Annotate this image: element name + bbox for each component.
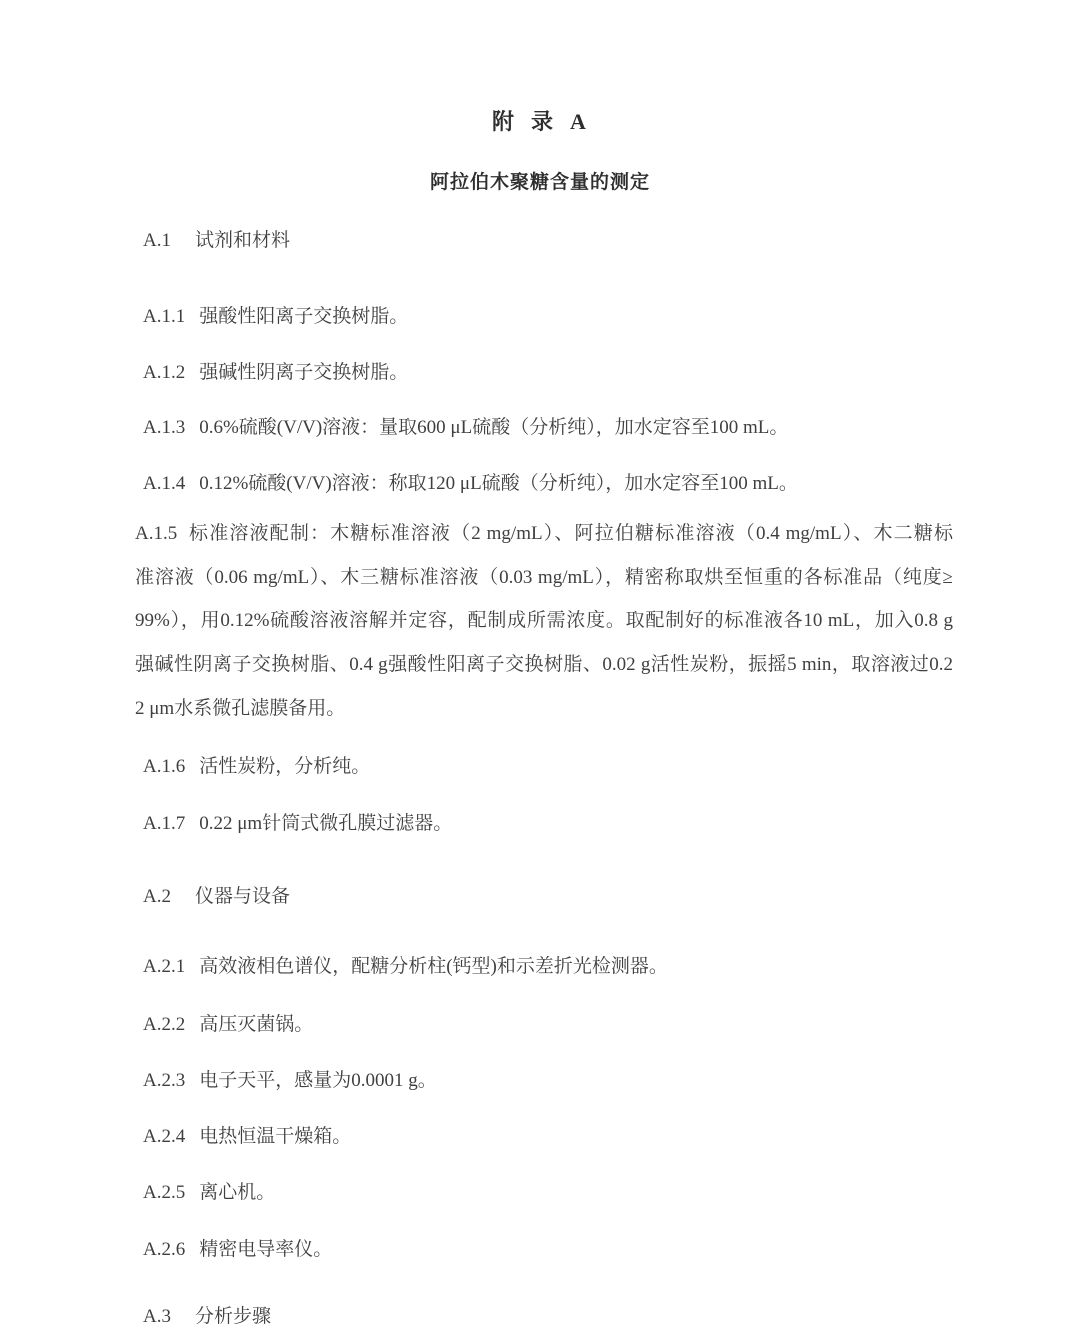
clause-a1-4 xyxy=(143,471,798,497)
clause-text: 电子天平，感量为0.0001 g。 xyxy=(199,1070,437,1091)
section-heading-a3 xyxy=(143,1304,271,1330)
clause-text: 精密电导率仪。 xyxy=(199,1239,333,1260)
clause-a1-3 xyxy=(143,415,788,441)
section-number: A.3 xyxy=(143,1306,171,1327)
clause-text: 离心机。 xyxy=(199,1182,276,1203)
clause-text: 0.6%硫酸(V/V)溶液：量取600 μL硫酸（分析纯），加水定容至100 mL。 xyxy=(199,417,789,438)
section-number: A.1 xyxy=(143,230,171,251)
clause-number: A.2.4 xyxy=(143,1126,186,1147)
clause-text: 电热恒温干燥箱。 xyxy=(199,1126,352,1147)
clause-number: A.2.6 xyxy=(143,1239,186,1260)
clause-a2-3 xyxy=(143,1068,437,1094)
clause-a1-2 xyxy=(143,360,408,386)
clause-number: A.2.3 xyxy=(143,1070,186,1091)
clause-a2-4 xyxy=(143,1124,351,1150)
clause-a2-6 xyxy=(143,1237,332,1263)
clause-text: 高效液相色谱仪，配糖分析柱(钙型)和示差折光检测器。 xyxy=(199,956,668,977)
section-heading-a2 xyxy=(143,884,290,910)
clause-text: 0.22 μm针筒式微孔膜过滤器。 xyxy=(199,813,453,834)
appendix-title: 附 录 A xyxy=(492,109,588,134)
section-title: 分析步骤 xyxy=(194,1306,271,1327)
clause-number: A.1.4 xyxy=(143,473,186,494)
clause-text: 高压灭菌锅。 xyxy=(199,1014,314,1035)
clause-a2-5 xyxy=(143,1180,275,1206)
clause-number: A.2.5 xyxy=(143,1182,186,1203)
clause-number: A.1.6 xyxy=(143,756,186,777)
clause-a1-1 xyxy=(143,304,408,330)
clause-text-line: 99%），用0.12%硫酸溶液溶解并定容，配制成所需浓度。取配制好的标准液各10 mL，加入0.8 g xyxy=(135,610,953,632)
clause-number: A.2.2 xyxy=(143,1014,186,1035)
clause-number: A.1.1 xyxy=(143,306,186,327)
clause-a2-1 xyxy=(143,954,668,980)
clause-a1-6 xyxy=(143,754,370,780)
clause-text-line: A.1.5 标准溶液配制：木糖标准溶液（2 mg/mL）、阿拉伯糖标准溶液（0.4 mg/mL）、木二糖标 xyxy=(135,523,953,544)
section-title: 试剂和材料 xyxy=(194,230,290,251)
appendix-subtitle: 阿拉伯木聚糖含量的测定 xyxy=(429,172,650,193)
clause-a2-2 xyxy=(143,1012,313,1038)
clause-text: 0.12%硫酸(V/V)溶液：称取120 μL硫酸（分析纯），加水定容至100 mL。 xyxy=(199,473,798,494)
section-title: 仪器与设备 xyxy=(194,886,290,907)
clause-a1-5 xyxy=(135,512,953,731)
section-number: A.2 xyxy=(143,886,171,907)
clause-text: 强碱性阴离子交换树脂。 xyxy=(199,362,409,383)
clause-a1-7 xyxy=(143,811,452,837)
clause-number: A.2.1 xyxy=(143,956,186,977)
clause-text: 强酸性阳离子交换树脂。 xyxy=(199,306,409,327)
clause-text-line: 2 μm水系微孔滤膜备用。 xyxy=(135,697,346,719)
section-heading-a1 xyxy=(143,228,290,254)
clause-number: A.1.3 xyxy=(143,417,186,438)
clause-text-line: 强碱性阴离子交换树脂、0.4 g强酸性阳离子交换树脂、0.02 g活性炭粉，振摇5 min，取溶液过0.2 xyxy=(135,654,953,676)
clause-text: 活性炭粉，分析纯。 xyxy=(199,756,371,777)
clause-text-line: 准溶液（0.06 mg/mL）、木三糖标准溶液（0.03 mg/mL），精密称取烘至恒重的各标准品（纯度≥ xyxy=(135,566,953,588)
clause-number: A.1.7 xyxy=(143,813,186,834)
clause-number: A.1.2 xyxy=(143,362,186,383)
